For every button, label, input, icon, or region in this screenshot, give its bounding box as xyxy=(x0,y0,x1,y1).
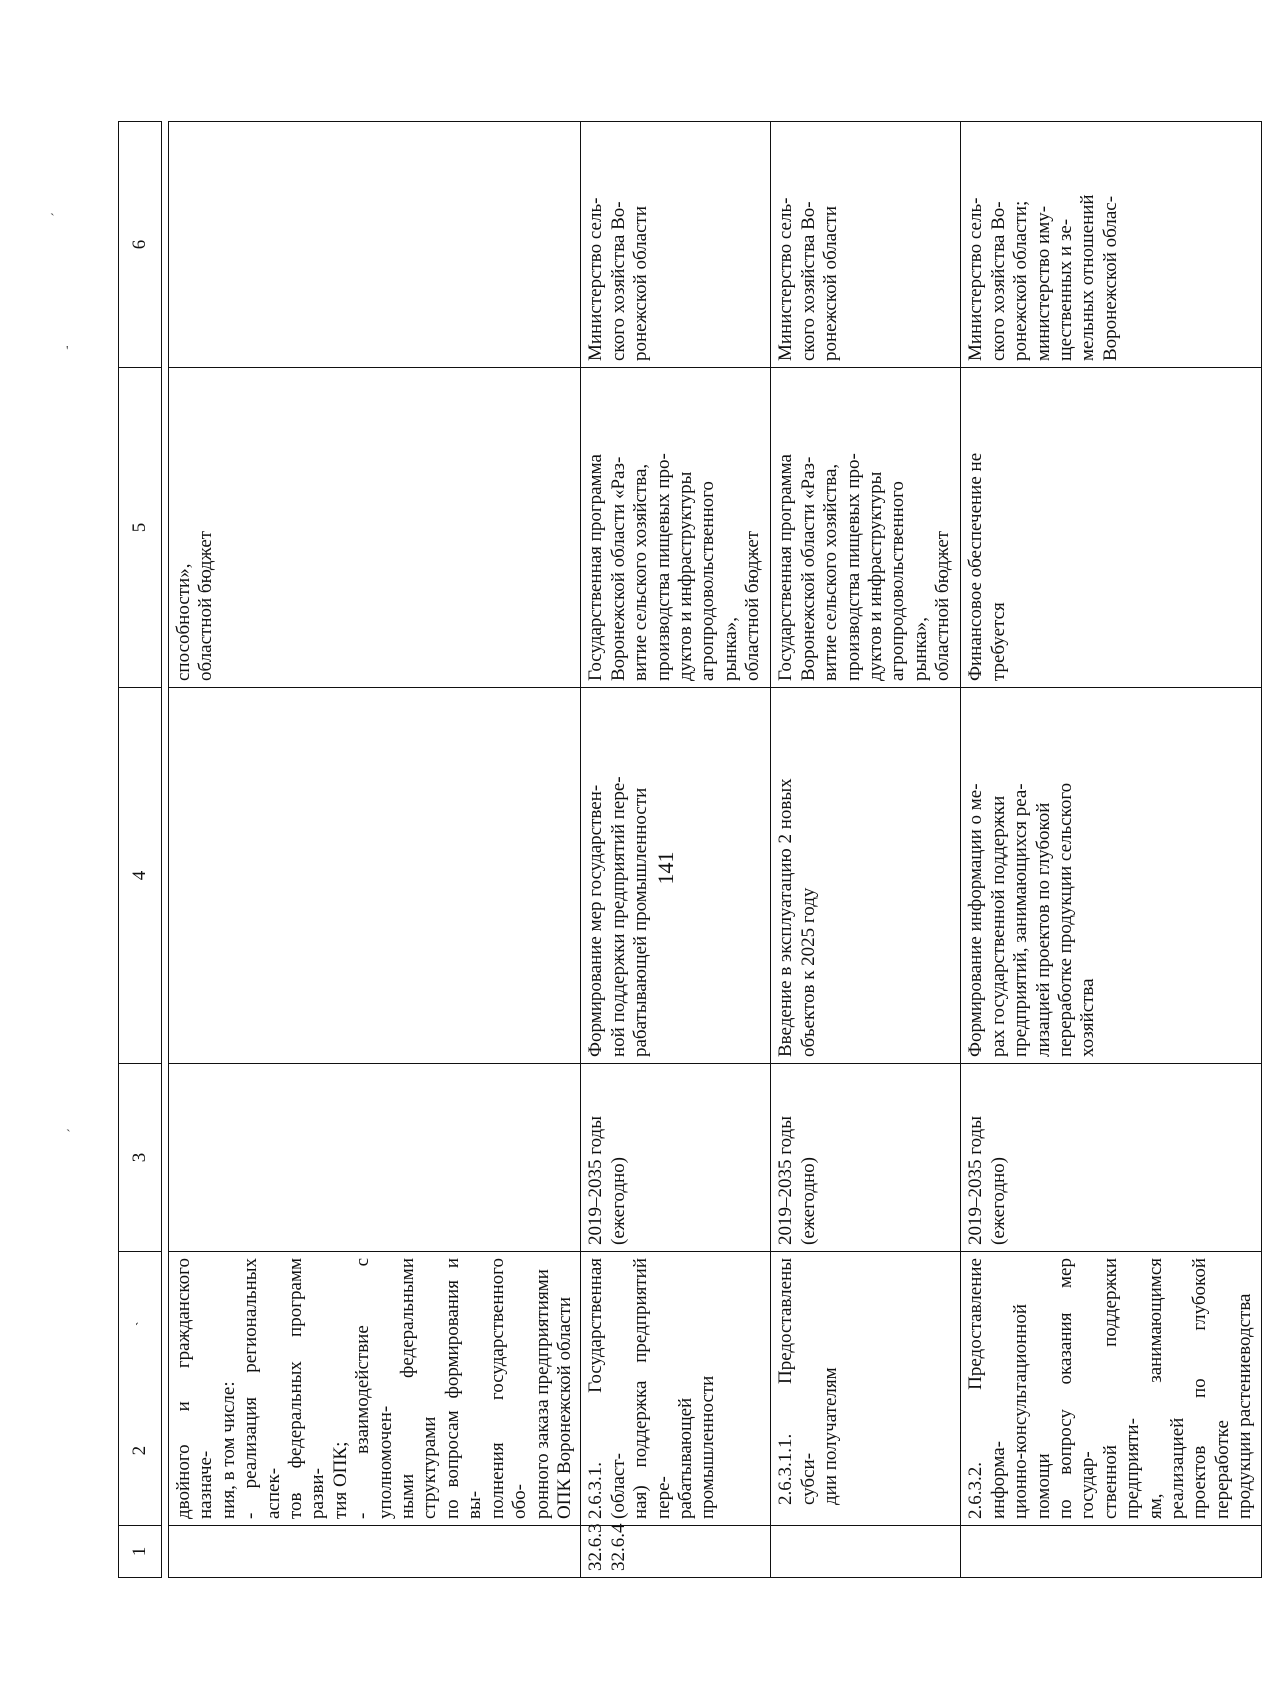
cell-line: Министерство сель- xyxy=(965,197,987,361)
cell-line: рабатывающей промышленности xyxy=(674,1375,719,1519)
cell-line: ронного заказа предприятиями xyxy=(531,1269,553,1519)
cell-line: областной бюджет xyxy=(932,530,954,681)
cell-line: 32.6.3 xyxy=(585,1523,607,1571)
cell-line: ными федеральными структурами xyxy=(397,1258,441,1519)
rotated-table-container xyxy=(118,122,1256,1578)
cell-line: министерство иму- xyxy=(1032,205,1054,361)
cell-line: полнения государственного обо- xyxy=(486,1258,531,1519)
cell-line: - взаимодействие с уполномочен- xyxy=(352,1258,396,1519)
cell-line: рынка», xyxy=(909,616,931,681)
cell-line: Министерство сель- xyxy=(775,197,797,361)
cell-line: ственной поддержки предприяти- xyxy=(1099,1258,1144,1519)
cell-line: витие сельского хозяйства, xyxy=(630,463,652,681)
measures-table xyxy=(118,121,1262,1578)
row-4-col-2 xyxy=(961,1252,1261,1526)
header-col-2 xyxy=(119,1252,162,1526)
cell-line: производства пищевых про- xyxy=(842,453,864,681)
cell-line: Воронежской области «Раз- xyxy=(607,456,629,681)
row-3-col-5 xyxy=(771,368,961,688)
row-4-col-6 xyxy=(961,122,1261,368)
row-4-col-4 xyxy=(961,688,1261,1064)
header-col-2-mark: ` xyxy=(132,1321,148,1326)
cell-line: (ежегодно) xyxy=(797,1156,819,1245)
cell-line: 2.6.3.1.1. Предоставлены субси- xyxy=(775,1258,819,1505)
cell-line: по вопросам формирования и вы- xyxy=(441,1258,486,1519)
header-gap-row xyxy=(162,122,169,1578)
cell-line: (ежегодно) xyxy=(987,1156,1009,1245)
table-row xyxy=(581,122,771,1578)
cell-line: дуктов и инфраструктуры xyxy=(674,471,696,681)
cell-line: 2019–2035 годы xyxy=(585,1116,607,1245)
cell-line: ронежской области; xyxy=(1010,200,1032,361)
stray-mark-1: ` xyxy=(50,212,55,227)
cell-line: ского хозяйства Во- xyxy=(797,201,819,361)
row-4-col-3 xyxy=(961,1064,1261,1252)
cell-line: 32.6.4 xyxy=(607,1523,629,1571)
cell-line: ной поддержки предприятий пере- xyxy=(607,776,629,1057)
cell-line: Введение в эксплуатацию 2 новых xyxy=(775,778,797,1057)
cell-line: ная) поддержка предприятий пере- xyxy=(630,1258,674,1519)
cell-line: Государственная программа xyxy=(585,454,607,681)
row-2-col-1 xyxy=(581,1523,771,1578)
stray-mark-3: ` xyxy=(66,1128,71,1143)
cell-line: продукции растениеводства xyxy=(1234,1293,1256,1519)
row-4-col-1 xyxy=(961,1526,1261,1578)
cell-line: 2019–2035 годы xyxy=(965,1116,987,1245)
row-2-col-2 xyxy=(581,1252,771,1526)
cell-line: дуктов и инфраструктуры xyxy=(864,471,886,681)
row-3-col-3 xyxy=(771,1064,961,1252)
row-2-col-4 xyxy=(581,688,771,1064)
cell-line: объектов к 2025 году xyxy=(797,887,819,1057)
row-1-col-6 xyxy=(169,122,581,368)
row-4-col-5 xyxy=(961,368,1261,688)
cell-line: Воронежской облас- xyxy=(1099,195,1121,361)
cell-line: ния, в том числе: xyxy=(217,1381,239,1519)
cell-line: предприятий, занимающихся реа- xyxy=(1010,783,1032,1057)
row-3-col-2 xyxy=(771,1252,961,1526)
row-2-col-6 xyxy=(581,122,771,368)
row-2-col-3 xyxy=(581,1064,771,1252)
page-number: 141 xyxy=(653,851,678,885)
cell-line: производства пищевых про- xyxy=(652,453,674,681)
cell-line: 2.6.3.2. Предоставление информа- xyxy=(965,1258,1009,1519)
cell-line: 2.6.3.1. Государственная (област- xyxy=(585,1258,629,1519)
row-3-col-6 xyxy=(771,122,961,368)
row-1-col-4 xyxy=(169,688,581,1064)
cell-line: переработке продукции сельского xyxy=(1054,782,1076,1057)
cell-line: - реализация региональных аспек- xyxy=(240,1258,284,1519)
cell-line: мельных отношений xyxy=(1077,194,1099,361)
row-1-col-3 xyxy=(169,1064,581,1252)
cell-line: проектов по глубокой переработке xyxy=(1189,1258,1233,1519)
cell-line: ронежской области xyxy=(630,205,652,361)
cell-line: тов федеральных программ разви- xyxy=(285,1258,329,1519)
cell-line: требуется xyxy=(987,602,1009,681)
row-3-col-4 xyxy=(771,688,961,1064)
cell-line: агропродовольственного xyxy=(697,481,719,681)
cell-line: областной бюджет xyxy=(195,530,217,681)
header-col-1: 1 xyxy=(119,1526,162,1578)
cell-line: ям, занимающимся реализацией xyxy=(1144,1258,1188,1519)
cell-line: тия ОПК; xyxy=(329,1441,351,1519)
row-1-col-2 xyxy=(169,1252,581,1526)
row-1-col-5 xyxy=(169,368,581,688)
cell-line: рах государственной поддержки xyxy=(987,795,1009,1057)
cell-line: по вопросу оказания мер государ- xyxy=(1054,1258,1099,1519)
header-col-3: 3 xyxy=(119,1064,162,1252)
header-row xyxy=(119,122,162,1578)
row-1-col-1 xyxy=(169,1526,581,1578)
header-col-5: 5 xyxy=(119,368,162,688)
cell-line: ронежской области xyxy=(820,205,842,361)
cell-line: двойного и гражданского назначе- xyxy=(173,1258,217,1519)
cell-line: щественных и зе- xyxy=(1054,218,1076,361)
header-col-2-label: 2 xyxy=(128,1445,150,1456)
cell-line: (ежегодно) xyxy=(607,1156,629,1245)
cell-line: Формирование информации о ме- xyxy=(965,783,987,1057)
cell-line: агропродовольственного xyxy=(887,481,909,681)
cell-line: областной бюджет xyxy=(742,530,764,681)
row-2-col-5 xyxy=(581,368,771,688)
stray-mark-2: ' xyxy=(66,344,69,359)
table-row xyxy=(169,122,581,1578)
cell-line: хозяйства xyxy=(1077,978,1099,1057)
cell-line: лизацией проектов по глубокой xyxy=(1032,802,1054,1057)
cell-line: ОПК Воронежской области xyxy=(553,1296,575,1519)
cell-line: Министерство сель- xyxy=(585,197,607,361)
row-3-col-1 xyxy=(771,1526,961,1578)
header-gap xyxy=(162,122,169,1578)
cell-line: Формирование мер государствен- xyxy=(585,784,607,1057)
cell-line: способности», xyxy=(173,563,194,681)
cell-line: ского хозяйства Во- xyxy=(987,201,1009,361)
cell-line: ционно-консультационной помощи xyxy=(1010,1303,1054,1519)
header-col-4: 4 xyxy=(119,688,162,1064)
cell-line: витие сельского хозяйства, xyxy=(820,463,842,681)
header-col-6: 6 xyxy=(119,122,162,368)
cell-line: Финансовое обеспечение не xyxy=(965,452,987,681)
cell-line: дии получателям xyxy=(820,1367,842,1505)
cell-line: 2019–2035 годы xyxy=(775,1116,797,1245)
cell-line: Воронежской области «Раз- xyxy=(797,456,819,681)
table-row xyxy=(961,122,1261,1578)
table-row xyxy=(771,122,961,1578)
cell-line: ского хозяйства Во- xyxy=(607,201,629,361)
cell-line: Государственная программа xyxy=(775,454,797,681)
cell-line: рабатывающей промышленности xyxy=(630,787,652,1057)
cell-line: рынка», xyxy=(719,616,741,681)
